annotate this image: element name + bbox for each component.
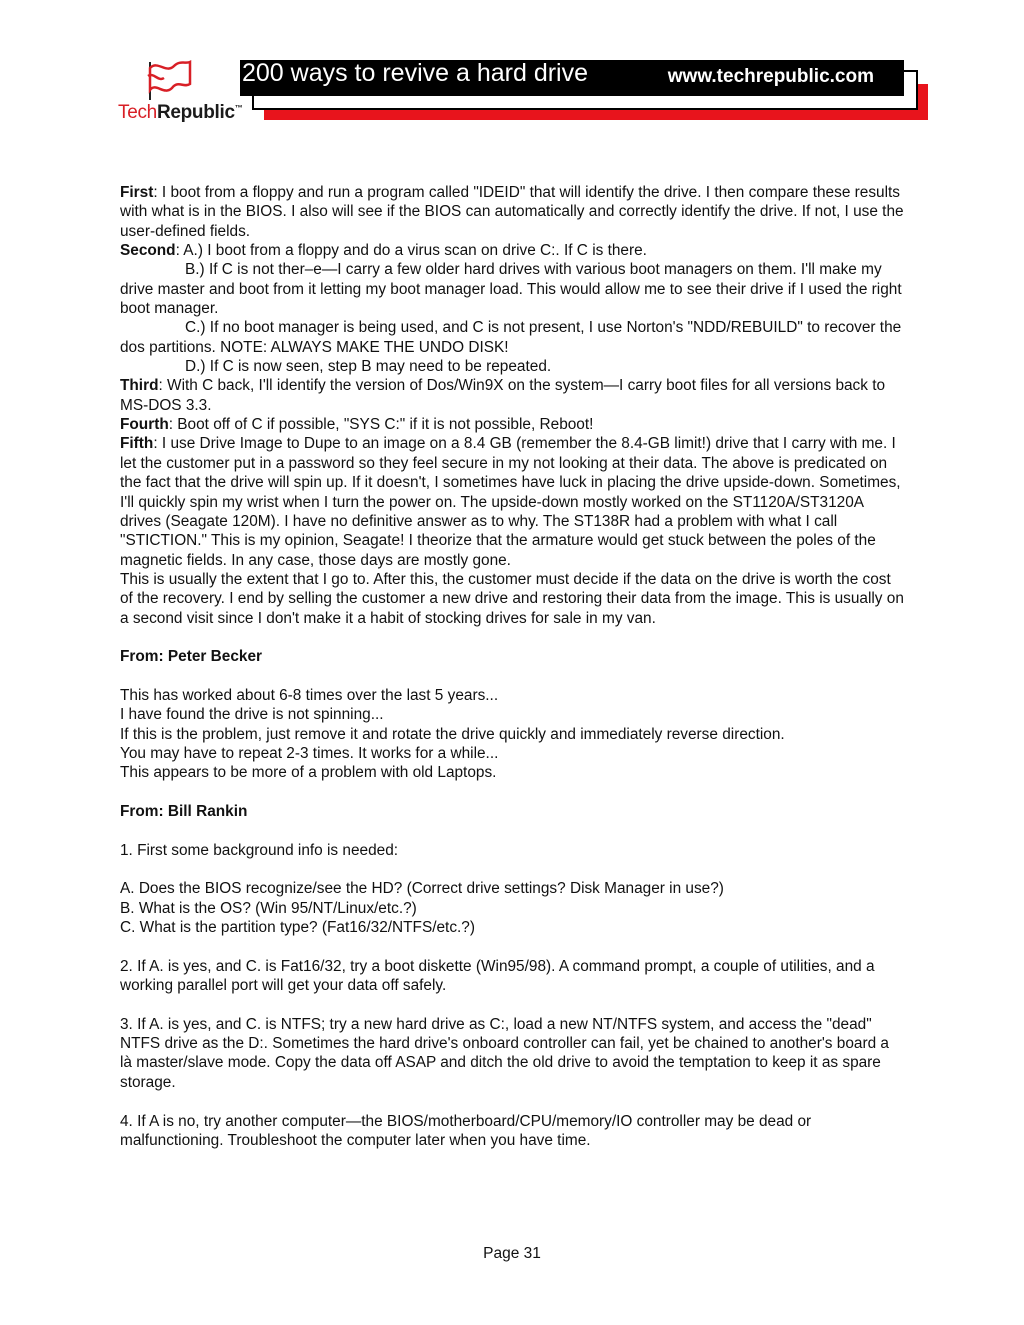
label-fourth: Fourth xyxy=(120,416,169,434)
page-body xyxy=(120,183,905,1150)
logo-text-republic: Republic xyxy=(156,102,235,123)
rankin-question-a: A. Does the BIOS recognize/see the HD? (Correct drive settings? Disk Manager in use?) xyxy=(120,880,724,898)
logo-trademark: ™ xyxy=(234,103,243,113)
heading-from-becker: From: Peter Becker xyxy=(120,648,262,666)
text-first: : I boot from a floppy and run a program called "IDEID" that will identify the drive. I then compare these results with what is in the BIOS. I also will see if the BIOS can automatically and correctly identify the drive. If not, I use the user-defined fields. xyxy=(120,184,904,240)
rankin-item-4: 4. If A is no, try another computer—the BIOS/motherboard/CPU/memory/IO controller may be dead or malfunctioning. Troubleshoot the computer later when you have time. xyxy=(120,1112,812,1149)
text-fourth: : Boot off of C if possible, "SYS C:" if it is not possible, Reboot! xyxy=(168,416,594,434)
becker-line: I have found the drive is not spinning... xyxy=(120,706,384,724)
paragraph-second-c: C.) If no boot manager is being used, and C is not present, I use Norton's "NDD/REBUILD" to recover the dos partitions. NOTE: ALWAYS MAKE THE UNDO DISK! xyxy=(120,319,902,356)
label-third: Third xyxy=(120,377,159,395)
paragraph-closing: This is usually the extent that I go to. After this, the customer must decide if the data on the drive is worth the cost of the recovery. I end by selling the customer a new drive and restoring their data from the image. This is usually on a second visit since I don't make it a habit of stocking drives for sale in my van. xyxy=(120,570,904,627)
rankin-item-2: 2. If A. is yes, and C. is Fat16/32, try a boot diskette (Win95/98). A command prompt, a couple of utilities, and a working parallel port will get your data off safely. xyxy=(120,957,875,995)
label-second: Second xyxy=(120,242,176,260)
text-second: : A.) I boot from a floppy and do a virus scan on drive C:. If C is there. xyxy=(175,242,647,260)
text-fifth: : I use Drive Image to Dupe to an image on a 8.4 GB (remember the 8.4-GB limit!) drive that I carry with me. I let the customer put in a password so they feel secure in my not looking at their data. The above is predicated on the fact that the drive will spin up. If it doesn't, I sometimes have luck in placing the drive upside-down. Sometimes, I'll quickly spin my wrist when I turn the power on. The upside-down mostly worked on the ST1120A/ST3120A drives (Seagate 120M). I have no definitive answer as to why. The ST138R had a problem with what I call "STICTION." This is my opinion, Seagate! I theorize that the armature would get stuck between the poles of the magnetic fields. In any case, those days are mostly gone. xyxy=(120,435,901,569)
logo-text-tech: Tech xyxy=(118,102,157,123)
label-first: First xyxy=(120,184,154,201)
becker-line: This has worked about 6-8 times over the last 5 years... xyxy=(120,686,499,704)
page-number: Page 31 xyxy=(483,1245,541,1262)
becker-line: This appears to be more of a problem with old Laptops. xyxy=(120,764,497,782)
paragraph-second-d: D.) If C is now seen, step B may need to be repeated. xyxy=(185,358,552,376)
techrepublic-logo xyxy=(116,58,241,128)
text-third: : With C back, I'll identify the version of Dos/Win9X on the system—I carry boot files for all versions back to MS-DOS 3.3. xyxy=(120,377,886,414)
paragraph-second xyxy=(120,241,905,260)
rankin-item-1: 1. First some background info is needed: xyxy=(120,841,399,859)
rankin-question-c: C. What is the partition type? (Fat16/32/NTFS/etc.?) xyxy=(120,919,475,937)
becker-line: You may have to repeat 2-3 times. It works for a while... xyxy=(120,744,499,762)
paragraph-second-b: B.) If C is not ther–e—I carry a few older hard drives with various boot managers on them. I'll make my drive master and boot from it letting my boot manager load. This would allow me to see their drive if I used the right boot manager. xyxy=(120,261,902,318)
rankin-question-b: B. What is the OS? (Win 95/NT/Linux/etc.?) xyxy=(120,899,417,917)
logo-wordmark xyxy=(118,102,242,124)
paragraph-fourth xyxy=(120,415,905,434)
rankin-item-3: 3. If A. is yes, and C. is NTFS; try a new hard drive as C:, load a new NT/NTFS system, and access the "dead" NTFS drive as the D:. Sometimes the hard drive's onboard controller can fail, yet be chained to another's board a là master/slave mode. Copy the data off ASAP and ditch the old drive to avoid the temptation to keep it as spare storage. xyxy=(120,1015,889,1091)
document-title: 200 ways to revive a hard drive xyxy=(242,59,589,87)
label-fifth: Fifth xyxy=(120,435,154,453)
heading-from-rankin: From: Bill Rankin xyxy=(120,803,248,820)
paragraph-first xyxy=(120,183,905,241)
paragraph-third xyxy=(120,376,905,415)
site-url: www.techrepublic.com xyxy=(667,66,874,87)
flag-icon xyxy=(144,58,194,102)
becker-line: If this is the problem, just remove it and rotate the drive quickly and immediately reverse direction. xyxy=(120,725,785,743)
paragraph-fifth xyxy=(120,434,905,569)
